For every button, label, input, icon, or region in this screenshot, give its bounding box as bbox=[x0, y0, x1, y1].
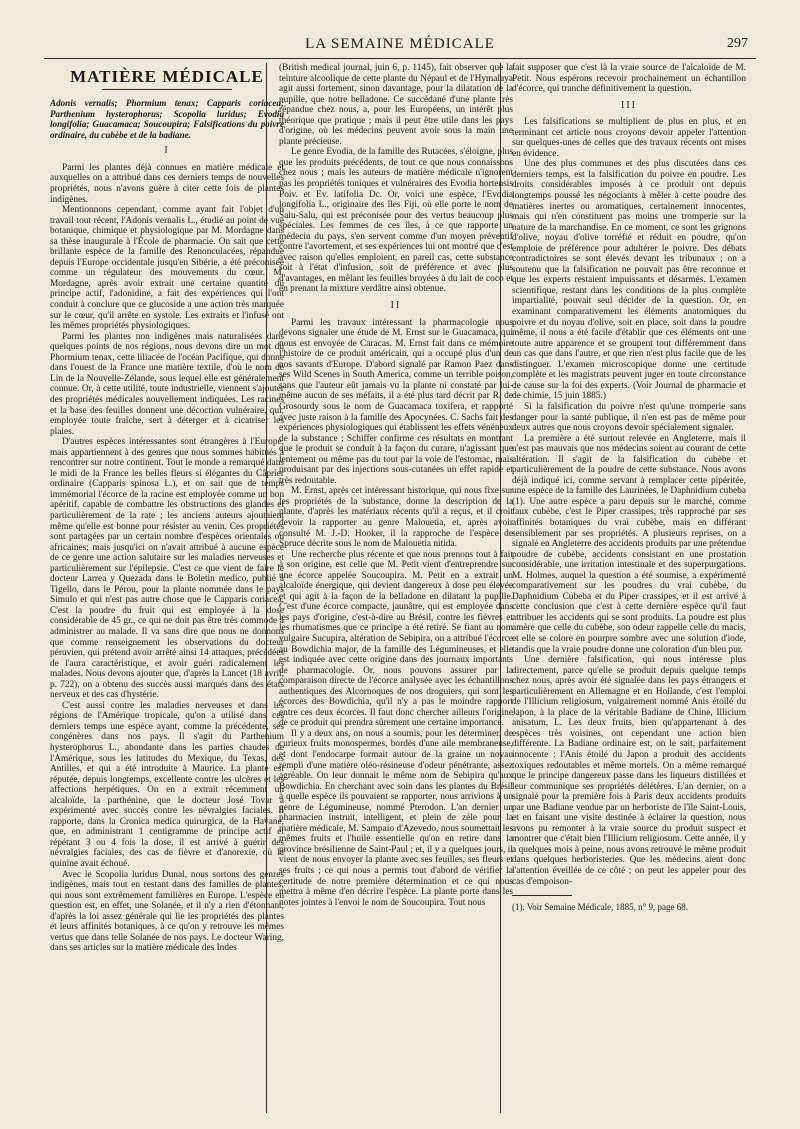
paragraph: fait supposer que c'est là la vraie source de l'alcaloïde de M. Petit. Nous espérons recevoir prochainement un échantillon d'écorce, qui tranche définitivement la question. bbox=[512, 63, 746, 95]
title-rule bbox=[102, 89, 232, 90]
paragraph: Les falsifications se multiplient de plus en plus, et en terminant cet article nous croyons devoir appeler l'attention sur quelques-unes de celles que des travaux récents ont mises en évidence. bbox=[512, 117, 746, 159]
running-header bbox=[44, 33, 756, 57]
column-1 bbox=[50, 63, 284, 1119]
paragraph: Le genre Evodia, de la famille des Rutacées, s'éloigne, plus que les produits précédents, de tout ce que nous connaissons chez nous ; mais les auteurs de matière médicale n'ignorent pas les propriétés toniques et vulnéraires des Evodia hortensis Poiv. et Ev. latifolia Dc. Or, voici une espèce, l'Evodia longifolia L., originaire des îles Fiji, où elle porte le nom de Salu-Salu, qui est préconisée pour des vertus beaucoup plus spéciales. Les femmes de ces îles, à ce que rapporte un médecin du pays, s'en servent comme d'un moyen préventif contre l'avortement, et ses expériences lui ont montré que c'est avec raison qu'elles emploient, en pareil cas, cette substance soit à l'état d'infusion, soit de préférence et avec plus d'avantages, en mêlant les feuilles broyées à du lait de coco et en prenant la mixture verdâtre ainsi obtenue. bbox=[279, 147, 513, 295]
paragraph: La première a été surtout relevée en Angleterre, mais il n'est pas mauvais que nos médecins soient au courant de cette altération. Il s'agit de la falsification du cubèbe et particulièrement de la poudre de cette substance. Nous avons déjà indiqué ici, comme servant à remplacer cette pipéritée, une espèce de la famille des Laurinées, le Daphnidium cubeba (1). Une autre espèce a paru depuis sur le marché, comme faux cubèbe, c'est le Piper crassipes, très rapproché par ses affinités botaniques du vrai cubèbe, mais en différant sensiblement par ses propriétés. A plusieurs reprises, on a signalé en Angleterre des accidents produits par une prétendue poudre de cubèbe, accidents consistant en une prostation considérable, une irritation intestinale et des superpurgations. M. Holmes, auquel la question a été soumise, a expérimenté comparativement sur les poudres du vrai cubèbe, du Daphnidium Cubeba et du Piper crassipes, et il est arrivé à cette conclusion que c'est à cette dernière espèce qu'il faut attribuer les accidents qui se sont produits. La poudre est plus amère que celle du cubèbe, son odeur rappelle celle du macis, et elle se colore en pourpre sombre avec une solution d'iode, tandis que la vraie poudre donne une coloration d'un bleu pur. bbox=[512, 433, 746, 655]
section-heading-3: III bbox=[621, 99, 637, 111]
column-2 bbox=[279, 63, 513, 1119]
paragraph: Une dernière falsification, qui nous intéresse plus directement, parce qu'elle se produit depuis quelque temps chez nous, après avoir été signalée dans les pays étrangers et particulièrement en Allemagne et en Hollande, c'est l'emploi de l'Illicium religiosum, vulgairement nommé Anis étoilé du Japon, à la place de la véritable Badiane de Chine, Illicium anisatum, L. Les deux fruits, bien qu'appartenant à des espèces très voisines, ont cependant une action bien différente. La Badiane ordinaire est, on le sait, parfaitement innocente : l'Anis étoilé du Japon a produit des accidents toxiques redoutables et même mortels. On a même remarqué que le principe dangereux passe dans les liqueurs distillées et leur communique ses propriétés délétères. L'an dernier, on a signalé pour la première fois à Paris deux accidents produits par une Badiane vendue par un herboriste de l'île Saint-Louis, et en faisant une visite destinée à éclairer la question, nous avons pu remonter à la vraie source du produit suspect et montrer que c'était bien l'Illicium religiosum. Cette année, il y a quelques mois à peine, nous avons retrouvé le même produit dans quelques herboristeries. Que les médecins aient donc l'attention éveillée de ce côté ; on peut les appeler pour des cas d'empoison- bbox=[512, 655, 746, 887]
paragraph: Si la falsification du poivre n'est qu'une tromperie sans danger pour la santé publique, il n'en est pas de même pour deux autres que nous croyons devoir spécialement signaler. bbox=[512, 401, 746, 434]
article-summary: Adonis vernalis; Phormium tenax; Capparis coriacea; Parthenium hysterophorus; Scopolia luridus; Evodia longifolia; Guacamaca; Soucoupira; Falsifications du poivre ordinaire, du cubèbe et de la badiane. bbox=[50, 98, 284, 140]
paragraph: Une recherche plus récente et que nous prenons tout à fait à son origine, est celle que M. Petit vient d'entreprendre sur une écorce appelée Soucoupira. M. Petit en a extrait un alcaloïde énergique, qui devient dangereux à dose peu élevée et qui agit à la façon de la belladone en dilatant la pupille. C'est d'une écorce compacte, jaunâtre, qui est employée dans les pays d'origine, c'est-à-dire au Brésil, contre les fièvres et les rhumatismes que ce principe a été retiré. Se fiant au nom vulgaire Sucupira, altération de Sebipira, on a attribué l'écorce au Bowdichia major, de la famille des Légumineuses, et elle est indiquée avec cette origine dans des journaux importants de pharmacologie. Or, nous pouvons assurer par la comparaison directe de l'écorce analysée avec les échantillons authentiques des Alcornoques de nos droguiers, qui sont les écorces des Bowdichia, qu'il n'y a pas le moindre rapport entre ces deux écorces. Il faut donc chercher ailleurs l'origine de ce produit qui prendra sûrement une certaine importance. bbox=[279, 549, 513, 729]
paragraph: (British medical journal, juin 6, p. 1145), fait observer que la teinture alcoolique de cette plante du Népaul et de l'Hymalaya agit aussi fortement, sinon davantage, pour la dilatation de la pupille, que notre belladone. Ce succédané d'une plante très répandue chez nous, a, pour les Européens, un intérêt plus théorique que pratique ; mais il peut être utile dans les pays d'origine, où les médecins peuvent avoir sous la main une plante précieuse. bbox=[279, 63, 513, 147]
section-heading-1: I bbox=[164, 145, 170, 157]
section-heading-2: II bbox=[390, 300, 402, 312]
paragraph: C'est aussi contre les maladies nerveuses et dans les régions de l'Amérique tropicale, qu'on a utilisé dans ces derniers temps une espèce ayant, comme la précédente, ses congénères dans nos pays. Il s'agit du Parthenium hysterophorus L., abondante dans les parties chaudes de l'Amérique, sous les latitudes du Mexique, du Texas, des Antilles, et qui a été introduite à Maurice. La plante est réputée, depuis longtemps, excellente contre les ulcères et les affections herpétiques. On en a extrait récemment un alcaloïde, la parthénine, que le docteur José Tovar a expérimenté avec succès contre les névralgies faciales. Il rapporte, dans la Cronica medica quirurgica, de la Havane, que, en administrant 1 centigramme de principe actif et répétant 3 ou 4 fois la dose, il est arrivé à guérir des névralgies faciales, des cas de fièvre et d'anorexie, où la quinine avait échoué. bbox=[50, 700, 284, 870]
paragraph: Mentionnons cependant, comme ayant fait l'objet d'un travail tout récent, l'Adonis vernalis L., étudié au point de vue botanique, chimique et physiologique par M. Mordagne dans sa thèse inaugurale à l'École de pharmacie. On sait que cette brillante espèce de la famille des Renonculacées, répandue depuis l'Europe occidentale jusqu'en Sibérie, a été préconisée comme un régulateur des mouvements du cœur. M. Mordagne, après avoir extrait une certaine quantité du principe actif, l'adonidine, a fait des expériences qui l'ont conduit à conclure que ce glucoside a une action très marquée sur le cœur, qu'il arrête en systole. Les extraits et l'infusé ont les mêmes propriétés physiologiques. bbox=[50, 205, 284, 332]
footnote-rule bbox=[512, 895, 572, 896]
paragraph: Une des plus communes et des plus discutées dans ces derniers temps, est la falsification du poivre en poudre. Les droits considérables imposés à ce produit ont depuis longtemps poussé les négociants à mêler à cette poudre des matières inertes ou aromatiques, certainement innocentes, mais qui n'en constituent pas moins une tromperie sur la nature de la marchandise. En ce moment, ce sont les grignons d'olive, noyau d'olive torréfié et réduit en poudre, qu'on emploie de préférence pour adultérer le poivre. Des débats contradictoires se sont élevés devant les tribunaux ; on a soutenu que la falsification ne pouvait pas être reconnue et que les experts restaient impuissants et désarmés. L'examen scientifique, restant dans les conditions de la plus complète impartialité, pouvait seul décider de la question. Or, en examinant comparativement les éléments anatomiques du poivre et du noyau d'olive, soit en place, soit dans la poudre même, il nous a été facile d'établir que ces éléments ont une toute autre apparence et se groupent tout différemment dans un cas que dans l'autre, et que rien n'est plus facile que de les distinguer. L'examen microscopique donne une certitude complète et les magistrats peuvent juger en toute circonstance de cause sur la foi des experts. (Voir Journal de pharmacie et de chimie, 15 juin 1885.) bbox=[512, 159, 746, 402]
journal-title: LA SEMAINE MÉDICALE bbox=[305, 36, 495, 52]
paragraph: Il y a deux ans, on nous a soumis, pour les déterminer, de curieux fruits monospermes, bordés d'une aile membraneuse, et dont l'endocarpe formait autour de la graine un noyau rempli d'une matière oléo-résineuse d'odeur pénétrante, assez agréable. On leur donnait le même nom de Sebipira qu'aux Bowdichia. En cherchant avec soin dans les plantes du Brésil à quelle espèce ils pouvaient se rapporter, nous arrivions à un genre de Légumineuse, nommé Pterodon. L'an dernier un pharmacien instruit, intelligent, et plein de zèle pour la matière médicale, M. Sampaio d'Azevedo, nous soumettait les mêmes fruits et l'huile essentielle qu'on en retire dans la province brésilienne de Saint-Paul ; et, il y a quelques jours, il vient de nous envoyer la plante avec ses feuilles, ses fleurs et ses fruits ; ce qui nous a permis tout d'abord de vérifier la certitude de notre première détermination et ce qui nous mettra à même d'en décrire l'espèce. La plante porte dans les notes jointes à l'envoi le nom de Soucoupira. Tout nous bbox=[279, 728, 513, 908]
paragraph: D'autres espèces intéressantes sont étrangères à l'Europe, mais appartiennent à des genres que nous sommes habitués à rencontrer sur notre continent. Tout le monde a remarqué dans le midi de la France les belles fleurs si élégantes du Câprier ordinaire (Capparis spinosa L.), et on sait que de temps immémorial l'écorce de la racine est employée comme un bon apéritif, capable de combattre les obstructions des glandes et particulièrement de la rate ; les anciens auteurs ajoutaient même qu'elle est bonne pour résister au venin. Ces propriétés sont partagées par un certain nombre d'espèces orientales ou africaines; mais jusqu'ici on n'avait attribué à aucune espèce de ce genre une action salutaire sur les maladies nerveuses et particulièrement sur l'épilepsie. C'est ce que vient de faire le docteur Larrea y Quezada dans le Boletin medico, publié à Tigello, dans le Pérou, pour la plante nommée dans le pays Simulo et qui n'est pas autre chose que le Capparis coriacea. C'est la poudre du fruit qui est employée à la dose considérable de 45 gr., ce qui ne doit pas être très commode à administrer au malade. Il va sans dire que nous ne donnons que comme renseignement les observations du docteur péruvien, qui prétend avoir arrêté ainsi 14 attaques, précédées de l'aura caractéristique, et avoir guéri radicalement les malades. Nous devons ajouter que, d'après la Lancet (18 avril, p. 722), on a obtenu des succès aussi marqués dans des états nerveux et des cas d'hystérie. bbox=[50, 437, 284, 701]
paragraph: Avec le Scopolia luridus Dunal, nous sortons des genres indigènes, mais tout en restant dans des familles de plantes, qui nous sont extrêmement familières en Europe. L'espèce en question est, en effet, une Solanée, et il n'y a rien d'étonnant, d'après la loi assez générale qui lie les propriétés des plantes et leurs affinités botaniques, à ce qu'on y retrouve les mêmes vertus que dans telle Solanée de nos pays. Le docteur Waring, dans ses articles sur la matière médicale des Indes bbox=[50, 869, 284, 954]
column-3 bbox=[512, 63, 746, 1063]
footnote: (1). Voir Semaine Médicale, 1885, n° 9, page 68. bbox=[512, 902, 688, 913]
header-rule bbox=[44, 58, 756, 59]
paragraph: Parmi les travaux intéressant la pharmacologie nous devons signaler une étude de M. Ernst sur le Guacamaca, qui nous est envoyée de Caracas. M. Ernst fait dans ce mémoire l'histoire de ce produit américain, qui a occupé plus d'un de nos savants d'Europe. D'abord signalé par Ramon Paez dans ses Wild Scenes in South America, comme un terrible poison, sans que l'auteur eût jamais vu la plante ni constaté par lui-même aucun de ses méfaits, il a été plus tard décrit par R. de Grosourdy sous le nom de Guacamaca toxifera, et rapporté avec juste raison à la famille des Apocynées. C. Sachs fait des expériences physiologiques qui établissent les effets vénéneux de la substance ; Schiffer confirme ces résultats en montrant que le produit se conduit à la façon du curare, n'agissant que lentement ou même pas du tout par la voie de l'estomac, mais produisant par des injections sous-cutanées un effet rapide et très redoutable. bbox=[279, 317, 513, 486]
article-title: MATIÈRE MÉDICALE bbox=[70, 67, 264, 86]
paragraph: M. Ernst, après cet intéressant historique, qui nous fixe sur les propriétés de la substance, donne la description de la plante, d'après les matériaux récents qu'il a reçus, et il croit devoir la rapporter au genre Malouetia, et, après avoir consulté M. J.-D. Hooker, il la rapproche de l'espèce de Spruce décrite sous le nom de Malouetia nitida. bbox=[279, 486, 513, 550]
paragraph: Parmi les plantes non indigènes mais naturalisées dans quelques points de nos régions, nous devons dire un mot du Phormium tenax, cette liliacée de l'océan Pacifique, qui donne dans l'ouest de la France une matière textile, d'où le nom de Lin de la Nouvelle-Zélande, sous lequel elle est généralement connue. Or, à cette utilité, toute industrielle, viennent s'ajouter des propriétés médicales nouvellement indiquées. Les racines et la base des feuilles donnent une décoction vulnéraire, qui, employée toute fraîche, sert à déterger et à cicatriser les plaies. bbox=[50, 331, 284, 437]
paragraph: Parmi les plantes déjà connues en matière médicale et auxquelles on a attribué dans ces derniers temps de nouvelles propriétés, nous n'avons guère à citer cette fois de plantes indigènes. bbox=[50, 162, 284, 205]
page-number: 297 bbox=[727, 36, 748, 51]
